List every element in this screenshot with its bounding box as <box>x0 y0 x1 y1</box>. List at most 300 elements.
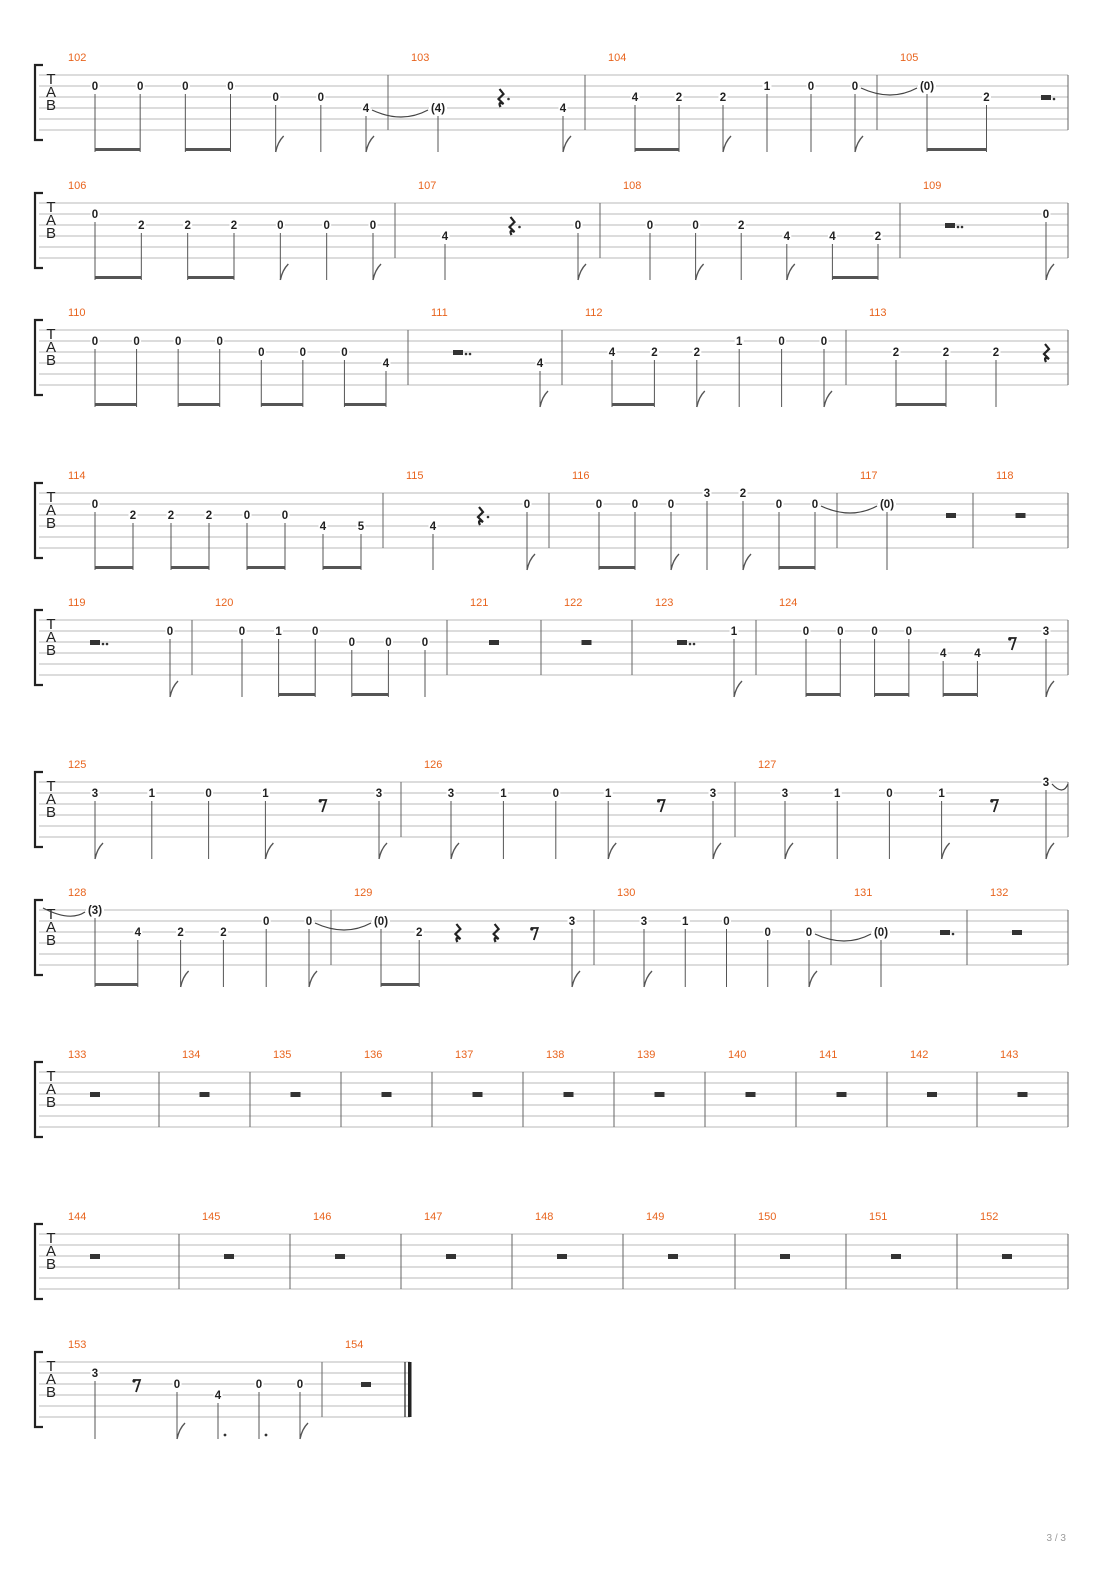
half-rest <box>1041 95 1051 100</box>
note-flag <box>1046 681 1054 697</box>
eighth-rest-dot <box>990 799 993 802</box>
tab-clef-letter: T <box>46 616 56 633</box>
fret-number: 2 <box>693 347 701 359</box>
fret-number: 0 <box>341 347 348 359</box>
tab-clef-letter: B <box>45 97 57 114</box>
fret-number: 0 <box>692 220 699 232</box>
fret-number: 0 <box>305 916 313 928</box>
measure-number: 102 <box>68 52 87 64</box>
half-rest <box>1018 1092 1028 1097</box>
tab-clef-letter: T <box>46 1358 56 1375</box>
measure-number: 125 <box>68 759 87 771</box>
fret-number: 0 <box>905 626 913 638</box>
fret-number: 2 <box>874 231 882 243</box>
tab-clef-letter: B <box>45 515 57 532</box>
tab-clef-letter: B <box>45 1384 57 1401</box>
fret-number: 4 <box>974 648 981 660</box>
rest-dot <box>961 226 964 229</box>
quarter-rest <box>499 89 504 107</box>
fret-number: (0) <box>373 916 389 928</box>
half-rest <box>927 1092 937 1097</box>
tab-system <box>35 597 1068 697</box>
fret-number: 0 <box>802 626 810 638</box>
tab-clef-letter: A <box>45 212 57 229</box>
tab-clef-letter: T <box>46 199 56 216</box>
system-bracket <box>35 610 43 685</box>
fret-number: 4 <box>429 521 437 533</box>
fret-number: 0 <box>574 220 582 232</box>
rest-dot <box>487 516 490 519</box>
beam <box>185 148 230 151</box>
note-flag <box>713 843 721 859</box>
measure-number: 128 <box>68 887 87 899</box>
fret-number: 5 <box>357 521 365 533</box>
fret-number: 0 <box>369 220 377 232</box>
fret-number: 1 <box>735 336 743 348</box>
note-flag <box>644 971 652 987</box>
fret-number: 0 <box>851 81 859 93</box>
tab-clef-letter: B <box>45 225 57 242</box>
measure-number: 146 <box>313 1211 332 1223</box>
measure-number: 120 <box>215 597 234 609</box>
half-rest <box>335 1254 345 1259</box>
tie <box>815 934 871 941</box>
tab-clef-letter: B <box>45 352 57 369</box>
half-rest <box>473 1092 483 1097</box>
tab-system <box>35 52 1068 152</box>
fret-number: 0 <box>323 220 330 232</box>
note-flag <box>723 136 731 152</box>
measure-number: 150 <box>758 1211 777 1223</box>
fret-number: 0 <box>238 626 246 638</box>
rest-dot <box>518 226 521 229</box>
note-flag <box>809 971 817 987</box>
note-flag <box>697 391 705 407</box>
half-rest <box>453 350 463 355</box>
fret-number: 4 <box>631 92 639 104</box>
half-rest <box>90 1254 100 1259</box>
note-flag <box>696 264 704 280</box>
fret-number: 0 <box>595 499 603 511</box>
note-flag <box>181 971 189 987</box>
fret-number: (0) <box>919 81 935 93</box>
note-flag <box>563 136 571 152</box>
fret-number: 0 <box>348 637 356 649</box>
beam <box>352 693 389 696</box>
tab-clef-letter: T <box>46 906 56 923</box>
rest-dot <box>689 643 692 646</box>
beam <box>95 403 137 406</box>
tab-clef-letter: A <box>45 339 57 356</box>
note-flag <box>608 843 616 859</box>
half-rest <box>1012 930 1022 935</box>
tie <box>821 506 877 513</box>
tab-system <box>35 307 1068 407</box>
eighth-rest-dot <box>530 927 533 930</box>
fret-number: 0 <box>886 788 893 800</box>
tab-clef-letter: B <box>45 804 57 821</box>
tab-clef-letter: T <box>46 778 56 795</box>
measure-number: 153 <box>68 1339 87 1351</box>
fret-number: 2 <box>651 347 658 359</box>
system-bracket <box>35 1062 43 1137</box>
duration-dot <box>224 1434 227 1437</box>
tab-clef-letter: A <box>45 502 57 519</box>
measure-number: 109 <box>923 180 942 192</box>
fret-number: 1 <box>262 788 269 800</box>
fret-number: 2 <box>719 92 727 104</box>
measure-number: 114 <box>68 470 86 482</box>
fret-number: 0 <box>174 336 182 348</box>
quarter-rest <box>510 217 515 235</box>
fret-number: 0 <box>272 92 279 104</box>
fret-number: 3 <box>1042 777 1050 789</box>
fret-number: 3 <box>568 916 576 928</box>
measure-number: 115 <box>406 470 424 482</box>
fret-number: 0 <box>523 499 531 511</box>
fret-number: 1 <box>275 626 282 638</box>
measure-number: 141 <box>819 1049 838 1061</box>
half-rest <box>746 1092 756 1097</box>
fret-number: 0 <box>255 1379 263 1391</box>
tab-system <box>35 180 1068 280</box>
quarter-rest <box>1044 344 1049 362</box>
fret-number: 4 <box>382 358 390 370</box>
half-rest <box>382 1092 392 1097</box>
fret-number: 0 <box>299 347 307 359</box>
measure-number: 132 <box>990 887 1009 899</box>
fret-number: 4 <box>214 1390 222 1402</box>
note-flag <box>170 681 178 697</box>
half-rest <box>557 1254 567 1259</box>
measure-number: 126 <box>424 759 443 771</box>
beam <box>95 148 140 151</box>
measure-number: 149 <box>646 1211 665 1223</box>
fret-number: 0 <box>552 788 560 800</box>
half-rest <box>291 1092 301 1097</box>
fret-number: 3 <box>781 788 789 800</box>
rest-dot <box>957 226 960 229</box>
fret-number: 0 <box>133 336 140 348</box>
fret-number: 0 <box>173 1379 181 1391</box>
fret-number: 0 <box>317 92 325 104</box>
fret-number: 0 <box>227 81 234 93</box>
tab-clef-letter: T <box>46 1068 56 1085</box>
fret-number: 3 <box>447 788 455 800</box>
system-bracket <box>35 483 43 558</box>
fret-number: (3) <box>87 905 103 917</box>
beam <box>832 276 878 279</box>
fret-number: 2 <box>675 92 683 104</box>
tab-clef-letter: A <box>45 1243 57 1260</box>
beam <box>927 148 987 151</box>
fret-number: 0 <box>385 637 392 649</box>
page-number: 3 / 3 <box>1046 1533 1066 1544</box>
beam <box>806 693 840 696</box>
fret-number: 0 <box>311 626 319 638</box>
measure-number: 151 <box>869 1211 888 1223</box>
half-rest <box>940 930 950 935</box>
fret-number: 4 <box>939 648 947 660</box>
measure-number: 121 <box>470 597 489 609</box>
fret-number: 0 <box>646 220 654 232</box>
fret-number: (0) <box>879 499 895 511</box>
tab-clef-letter: T <box>46 489 56 506</box>
fret-number: 4 <box>608 347 616 359</box>
fret-number: 3 <box>703 488 711 500</box>
eighth-rest-dot <box>319 799 322 802</box>
note-flag <box>379 843 387 859</box>
tie <box>1052 784 1068 790</box>
fret-number: 4 <box>536 358 544 370</box>
beam <box>896 403 946 406</box>
measure-number: 127 <box>758 759 777 771</box>
half-rest <box>891 1254 901 1259</box>
fret-number: 3 <box>640 916 648 928</box>
note-flag <box>280 264 288 280</box>
note-flag <box>373 264 381 280</box>
note-flag <box>1046 264 1054 280</box>
beam <box>95 276 141 279</box>
fret-number: (0) <box>873 927 889 939</box>
half-rest <box>837 1092 847 1097</box>
fret-number: 1 <box>938 788 945 800</box>
half-rest <box>655 1092 665 1097</box>
fret-number: 2 <box>942 347 950 359</box>
measure-number: 136 <box>364 1049 383 1061</box>
rest-dot <box>952 933 955 936</box>
fret-number: 0 <box>91 499 99 511</box>
fret-number: 0 <box>778 336 785 348</box>
measure-number: 134 <box>182 1049 201 1061</box>
note-flag <box>276 136 284 152</box>
beam <box>95 566 133 569</box>
beam <box>779 566 815 569</box>
note-flag <box>1046 843 1054 859</box>
fret-number: 1 <box>604 788 612 800</box>
fret-number: 0 <box>243 510 251 522</box>
fret-number: 0 <box>775 499 783 511</box>
tab-clef-letter: A <box>45 84 57 101</box>
system-bracket <box>35 320 43 395</box>
measure-number: 154 <box>345 1339 364 1351</box>
fret-number: 2 <box>129 510 137 522</box>
tab-clef-letter: B <box>45 1094 57 1111</box>
fret-number: 0 <box>764 927 771 939</box>
eighth-rest-dot <box>657 799 660 802</box>
fret-number: 0 <box>811 499 819 511</box>
half-rest <box>1002 1254 1012 1259</box>
note-flag <box>785 843 793 859</box>
fret-number: 2 <box>177 927 184 939</box>
note-flag <box>540 391 548 407</box>
fret-number: 0 <box>1042 209 1050 221</box>
tab-clef-letter: B <box>45 642 57 659</box>
system-bracket <box>35 772 43 847</box>
rest-dot <box>465 353 468 356</box>
half-rest <box>564 1092 574 1097</box>
half-rest <box>446 1254 456 1259</box>
beam <box>171 566 209 569</box>
note-flag <box>572 971 580 987</box>
tab-clef-letter: B <box>45 1256 57 1273</box>
measure-number: 144 <box>68 1211 87 1223</box>
beam <box>323 566 361 569</box>
tab-system <box>35 1339 412 1439</box>
measure-number: 110 <box>68 307 86 319</box>
beam <box>95 983 138 986</box>
half-rest <box>90 1092 100 1097</box>
measure-number: 113 <box>869 307 887 319</box>
note-flag <box>300 1423 308 1439</box>
fret-number: 4 <box>441 231 449 243</box>
half-rest <box>945 223 955 228</box>
fret-number: 0 <box>805 927 813 939</box>
beam <box>612 403 654 406</box>
tab-system <box>35 1211 1068 1299</box>
quarter-rest <box>494 924 499 942</box>
fret-number: 4 <box>362 103 370 115</box>
rest-dot <box>1053 98 1056 101</box>
fret-number: 0 <box>871 626 878 638</box>
measure-number: 152 <box>980 1211 999 1223</box>
fret-number: 0 <box>136 81 144 93</box>
measure-number: 142 <box>910 1049 929 1061</box>
fret-number: 0 <box>91 81 99 93</box>
tab-clef-letter: T <box>46 1230 56 1247</box>
tab-clef-letter: T <box>46 326 56 343</box>
fret-number: 0 <box>166 626 174 638</box>
measure-number: 123 <box>655 597 674 609</box>
note-flag <box>734 681 742 697</box>
fret-number: 2 <box>184 220 191 232</box>
beam <box>943 693 977 696</box>
fret-number: 0 <box>216 336 223 348</box>
beam <box>381 983 419 986</box>
measure-number: 148 <box>535 1211 554 1223</box>
beam <box>279 693 316 696</box>
measure-number: 143 <box>1000 1049 1019 1061</box>
measure-number: 106 <box>68 180 87 192</box>
note-flag <box>527 554 535 570</box>
eighth-rest-dot <box>132 1379 135 1382</box>
measure-number: 116 <box>572 470 590 482</box>
fret-number: 2 <box>415 927 423 939</box>
tab-clef-letter: A <box>45 791 57 808</box>
fret-number: 2 <box>138 220 145 232</box>
half-rest <box>946 513 956 518</box>
measure-number: 140 <box>728 1049 747 1061</box>
half-rest <box>1016 513 1026 518</box>
note-flag <box>177 1423 185 1439</box>
fret-number: 4 <box>559 103 567 115</box>
measure-number: 111 <box>431 307 448 319</box>
fret-number: 2 <box>983 92 990 104</box>
beam <box>599 566 635 569</box>
fret-number: 2 <box>737 220 745 232</box>
measure-number: 147 <box>424 1211 443 1223</box>
note-flag <box>265 843 273 859</box>
tie <box>861 88 917 95</box>
note-flag <box>95 843 103 859</box>
measure-number: 139 <box>637 1049 656 1061</box>
measure-number: 135 <box>273 1049 292 1061</box>
measure-number: 133 <box>68 1049 87 1061</box>
half-rest <box>582 640 592 645</box>
fret-number: 0 <box>91 209 99 221</box>
tab-clef-letter: A <box>45 1371 57 1388</box>
tab-clef-letter: B <box>45 932 57 949</box>
measure-number: 119 <box>68 597 86 609</box>
system-bracket <box>35 1352 43 1427</box>
fret-number: 3 <box>375 788 383 800</box>
rest-dot <box>106 643 109 646</box>
tab-clef-letter: A <box>45 919 57 936</box>
half-rest <box>361 1382 371 1387</box>
fret-number: 2 <box>205 510 213 522</box>
measure-number: 124 <box>779 597 798 609</box>
fret-number: 0 <box>631 499 639 511</box>
tab-clef-letter: A <box>45 629 57 646</box>
half-rest <box>90 640 100 645</box>
tab-system <box>35 470 1068 570</box>
fret-number: 0 <box>807 81 815 93</box>
note-flag <box>824 391 832 407</box>
measure-number: 103 <box>411 52 430 64</box>
tab-system <box>35 887 1068 987</box>
fret-number: 0 <box>296 1379 304 1391</box>
tie <box>315 923 371 930</box>
fret-number: 1 <box>148 788 156 800</box>
rest-dot <box>469 353 472 356</box>
half-rest <box>677 640 687 645</box>
tie <box>372 110 428 117</box>
note-flag <box>366 136 374 152</box>
fret-number: 3 <box>709 788 717 800</box>
note-flag <box>743 554 751 570</box>
fret-number: 2 <box>739 488 747 500</box>
fret-number: 0 <box>205 788 212 800</box>
measure-number: 117 <box>860 470 878 482</box>
fret-number: 2 <box>992 347 1000 359</box>
tab-clef-letter: A <box>45 1081 57 1098</box>
measure-number: 122 <box>564 597 583 609</box>
half-rest <box>200 1092 210 1097</box>
system-bracket <box>35 65 43 140</box>
system-bracket <box>35 900 43 975</box>
measure-number: 104 <box>608 52 627 64</box>
measure-number: 137 <box>455 1049 474 1061</box>
fret-number: 1 <box>682 916 689 928</box>
fret-number: 2 <box>892 347 900 359</box>
measure-number: 129 <box>354 887 373 899</box>
tab-system <box>35 1049 1068 1137</box>
fret-number: 3 <box>1042 626 1050 638</box>
measure-number: 131 <box>854 887 873 899</box>
fret-number: 0 <box>421 637 429 649</box>
note-flag <box>671 554 679 570</box>
measure-number: 130 <box>617 887 636 899</box>
quarter-rest <box>455 924 460 942</box>
beam <box>635 148 679 151</box>
beam <box>875 693 909 696</box>
fret-number: 0 <box>91 336 99 348</box>
measure-number: 138 <box>546 1049 565 1061</box>
measure-number: 108 <box>623 180 642 192</box>
system-bracket <box>35 193 43 268</box>
note-flag <box>451 843 459 859</box>
half-rest <box>780 1254 790 1259</box>
